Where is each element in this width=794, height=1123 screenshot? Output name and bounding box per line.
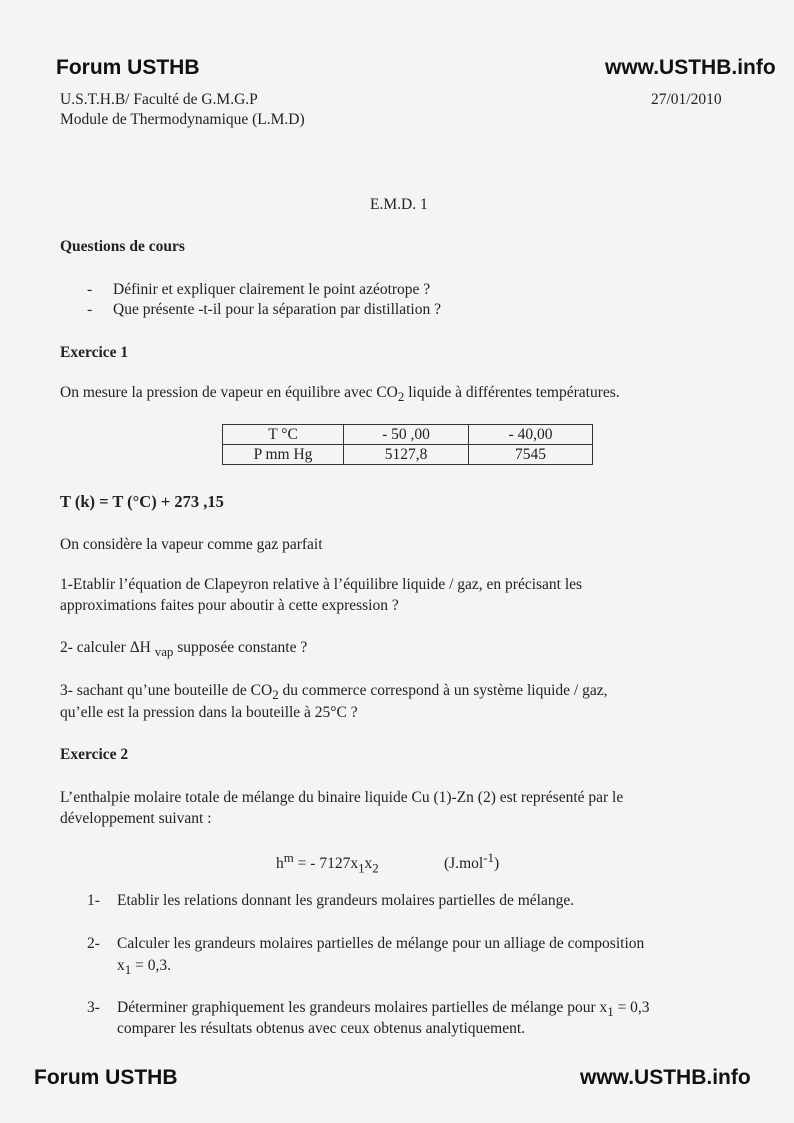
watermark-bottom-left: Forum USTHB <box>34 1066 178 1089</box>
table-cell: 7545 <box>469 445 593 465</box>
module-line: Module de Thermodynamique (L.M.D) <box>60 111 305 128</box>
bullet-dash: - <box>87 301 93 318</box>
ex1-question-3-line2: qu’elle est la pression dans la bouteille à 25°C ? <box>60 704 358 721</box>
table-cell: P mm Hg <box>223 445 344 465</box>
enthalpy-equation: $h^m$ = - $7127x_1x_2$ <box>276 850 379 876</box>
question-item: - Définir et expliquer clairement le point azéotrope ? <box>87 281 431 298</box>
ideal-gas-hypothesis: On considère la vapeur comme gaz parfait <box>60 536 323 553</box>
ex2-question-3-line2: comparer les résultats obtenus avec ceux obtenus analytiquement. <box>117 1020 526 1037</box>
ex2-question-1: 1- Etablir les relations donnant les grandeurs molaires partielles de mélange. <box>87 892 575 909</box>
ex2-question-3-line1: 3- Déterminer graphiquement les grandeurs molaires partielles de mélange pour $x_1 = 0,3$ <box>87 999 650 1020</box>
page-title: E.M.D. 1 <box>370 196 428 213</box>
exam-date: 27/01/2010 <box>651 91 722 108</box>
table-cell: T °C <box>223 425 344 445</box>
ex2-question-2-line2: $x_1 = 0,3$. <box>117 957 171 978</box>
table-cell: - 50 ,00 <box>344 425 469 445</box>
exercise1-intro: On mesure la pression de vapeur en équilibre avec $CO_2$ liquide à différentes températures. <box>60 384 620 405</box>
watermark-top-right: www.USTHB.info <box>605 56 776 79</box>
exercise2-intro-line2: développement suivant : <box>60 810 212 827</box>
questions-heading: Questions de cours <box>60 238 185 255</box>
watermark-top-left: Forum USTHB <box>56 56 200 79</box>
institution-line: U.S.T.H.B/ Faculté de G.M.G.P <box>60 91 258 108</box>
table-row <box>223 425 593 445</box>
ex1-question-3-line1: 3- sachant qu’une bouteille de $CO_2$ du commerce correspond à un système liquide / gaz, <box>60 682 608 703</box>
exercise2-heading: Exercice 2 <box>60 746 129 763</box>
bullet-dash: - <box>87 281 93 298</box>
ex1-question-1-line1: 1-Etablir l’équation de Clapeyron relative à l’équilibre liquide / gaz, en précisant les <box>60 576 583 593</box>
table-row <box>223 445 593 465</box>
vapor-pressure-table <box>222 424 593 465</box>
equation-unit: (J.mol$^{-1}$) <box>444 850 500 873</box>
watermark-bottom-right: www.USTHB.info <box>580 1066 751 1089</box>
table-cell: 5127,8 <box>344 445 469 465</box>
ex2-question-2-line1: 2- Calculer les grandeurs molaires partielles de mélange pour un alliage de composition <box>87 935 645 952</box>
exercise2-intro-line1: L’enthalpie molaire totale de mélange du binaire liquide Cu (1)-Zn (2) est représenté par le <box>60 789 624 806</box>
table-cell: - 40,00 <box>469 425 593 445</box>
ex1-question-1-line2: approximations faites pour aboutir à cette expression ? <box>60 597 399 614</box>
ex1-question-2: 2- calculer ΔH $_{vap}$ supposée constante ? <box>60 639 308 660</box>
question-item: - Que présente -t-il pour la séparation par distillation ? <box>87 301 441 318</box>
temperature-conversion-formula: T (k) = T (°C) + 273 ,15 <box>60 492 224 511</box>
exercise1-heading: Exercice 1 <box>60 344 129 361</box>
